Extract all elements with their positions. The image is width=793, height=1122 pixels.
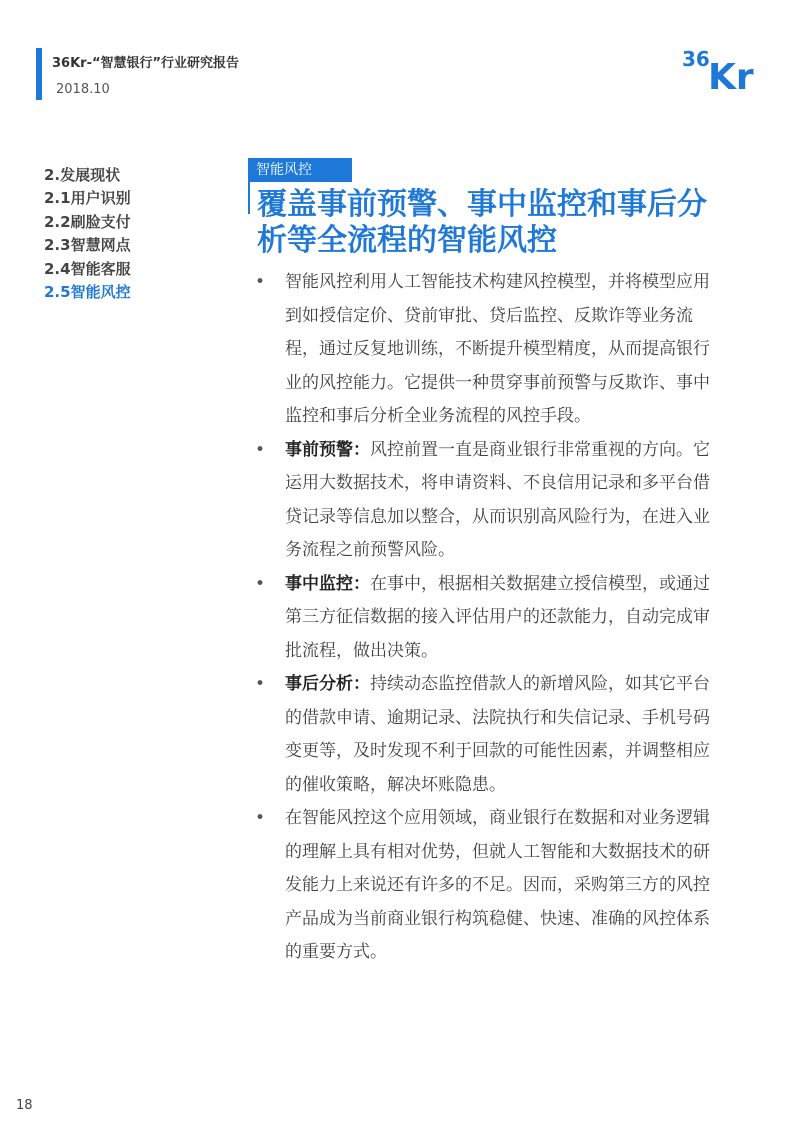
bullet-text: 风控前置一直是商业银行非常重视的方向。它运用大数据技术，将申请资料、不良信用记录和多平台借贷记录等信息加以整合，从而识别高风险行为，在进入业务流程之前预警风险。 — [285, 439, 710, 560]
logo-text-kr: Kr — [708, 57, 754, 94]
bullet-dot: • — [255, 674, 266, 694]
bullet-label: 事后分析： — [285, 674, 370, 694]
bullet-label: 事前预警： — [285, 439, 370, 460]
bullet-dot: • — [255, 439, 266, 460]
bullet-text: 在智能风控这个应用领域，商业银行在数据和对业务逻辑的理解上具有相对优势，但就人工智能和大数据技术的研发能力上来说还有许多的不足。因而，采购第三方的风控产品成为当前商业银行构筑稳健、快速、准确的风控体系的重要方式。 — [285, 808, 710, 962]
list-item — [250, 668, 720, 802]
toc-item-development-status[interactable]: 2.发展现状 — [44, 166, 121, 184]
bullet-dot: • — [255, 272, 266, 292]
header-accent-bar — [36, 48, 42, 100]
toc-item-face-payment[interactable]: 2.2刷脸支付 — [44, 212, 131, 231]
table-of-contents — [44, 164, 224, 304]
toc-item-smart-branch[interactable]: 2.3智慧网点 — [44, 236, 131, 255]
bullet-text: 智能风控利用人工智能技术构建风控模型，并将模型应用到如授信定价、贷前审批、贷后监控、反欺诈等业务流程，通过反复地训练，不断提升模型精度，从而提高银行业的风控能力。它提供一种贯穿事前预警与反欺诈、事中监控和事后分析全业务流程的风控手段。 — [285, 272, 710, 426]
36kr-logo — [680, 44, 764, 94]
toc-item-smart-customer-service[interactable]: 2.4智能客服 — [44, 259, 131, 278]
bullet-dot: • — [255, 573, 266, 594]
toc-item-smart-risk-control[interactable]: 2.5智能风控 — [44, 283, 131, 302]
list-item — [250, 568, 720, 669]
section-tag-line — [248, 182, 250, 214]
list-item — [250, 434, 720, 568]
page-title: 覆盖事前预警、事中监控和事后分析等全流程的智能风控 — [257, 187, 707, 258]
report-title: 36Kr-“智慧银行”行业研究报告 — [52, 56, 240, 71]
section-tag: 智能风控 — [248, 158, 352, 182]
list-item — [250, 802, 720, 970]
bullet-label: 事中监控： — [285, 573, 370, 594]
toc-item-user-identification[interactable]: 2.1用户识别 — [44, 189, 131, 208]
bullet-text: 持续动态监控借款人的新增风险，如其它平台的借款申请、逾期记录、法院执行和失信记录、手机号码变更等，及时发现不利于回款的可能性因素，并调整相应的催收策略，解决坏账隐患。 — [285, 674, 710, 795]
page-number: 18 — [16, 1098, 33, 1113]
logo-text-36: 36 — [682, 47, 710, 71]
bullet-text: 在事中，根据相关数据建立授信模型，或通过第三方征信数据的接入评估用户的还款能力，自动完成审批流程，做出决策。 — [285, 573, 710, 661]
report-date: 2018.10 — [56, 82, 110, 97]
bullet-dot: • — [255, 808, 266, 828]
bullet-list — [250, 266, 720, 970]
list-item — [250, 266, 720, 434]
